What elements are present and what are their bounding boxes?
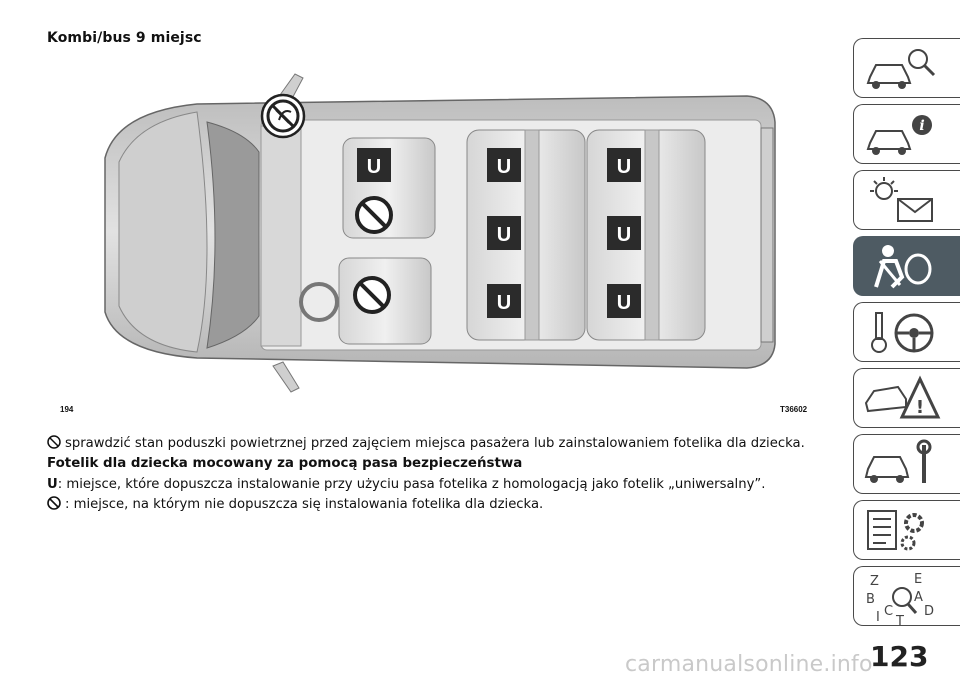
tab-car-search[interactable] — [853, 38, 960, 98]
specs-gear-icon — [862, 505, 942, 555]
svg-text:E: E — [914, 572, 923, 587]
section-heading: Kombi/bus 9 miejsc — [47, 30, 202, 46]
key-steering-wheel-icon — [862, 307, 942, 357]
seatbelt-airbag-icon — [862, 241, 942, 291]
subheading: Fotelik dla dziecka mocowany za pomocą pasa bezpieczeństwa — [47, 456, 523, 471]
tab-index[interactable] — [853, 566, 960, 626]
car-info-icon — [862, 109, 942, 159]
svg-text:!: ! — [915, 397, 925, 418]
right-mirror — [273, 362, 299, 392]
svg-text:U: U — [496, 156, 512, 178]
svg-text:U: U — [616, 292, 632, 314]
airbag-note — [47, 435, 805, 451]
figure-code: T36602 — [780, 405, 808, 414]
svg-text:U: U — [616, 224, 632, 246]
car-wrench-icon — [862, 439, 942, 489]
no-desc: : miejsce, na którym nie dopuszcza się instalowania fotelika dla dziecka. — [65, 497, 544, 512]
tab-specifications[interactable] — [853, 500, 960, 560]
dashboard — [261, 126, 301, 346]
hood — [119, 112, 207, 352]
car-search-icon — [862, 43, 942, 93]
car-crash-warning-icon — [862, 373, 942, 423]
tab-safety[interactable] — [853, 236, 960, 296]
tab-car-info[interactable] — [853, 104, 960, 164]
svg-text:U: U — [496, 224, 512, 246]
tab-starting[interactable] — [853, 302, 960, 362]
airbag-note-text: sprawdzić stan poduszki powietrznej przed zajęciem miejsca pasażera lub zainstalowaniem fotelika dla dziecka. — [65, 436, 805, 451]
universal-seat-description — [47, 477, 765, 492]
airbag-warning-badge — [262, 95, 304, 137]
rear-door — [761, 128, 773, 342]
svg-text:U: U — [366, 156, 382, 178]
svg-text:B: B — [866, 592, 875, 607]
prohibition-icon — [47, 496, 61, 510]
svg-text:D: D — [924, 604, 935, 619]
airbag-warning-icon — [47, 435, 61, 449]
u-label: U — [47, 477, 58, 492]
tab-emergency[interactable] — [853, 368, 960, 428]
svg-text:I: I — [876, 610, 880, 625]
alphabet-index-icon — [862, 571, 942, 625]
van-top-view-illustration — [47, 62, 819, 418]
warning-light-mail-icon — [862, 175, 942, 225]
tab-warnings[interactable] — [853, 170, 960, 230]
svg-text:T: T — [896, 614, 904, 625]
svg-text:C: C — [884, 604, 894, 619]
figure-number: 194 — [60, 405, 74, 414]
svg-text:U: U — [616, 156, 632, 178]
no-seat-description — [47, 496, 543, 512]
svg-text:U: U — [496, 292, 512, 314]
svg-text:Z: Z — [870, 574, 879, 589]
u-desc: : miejsce, które dopuszcza instalowanie przy użyciu pasa fotelika z homologacją jako fotelik „uniwersalny”. — [57, 477, 766, 492]
van-seat-diagram — [47, 62, 819, 418]
svg-text:i: i — [919, 118, 925, 134]
tab-maintenance[interactable] — [853, 434, 960, 494]
page-number: 123 — [870, 640, 929, 673]
svg-text:A: A — [914, 590, 923, 605]
watermark: carmanualsonline.info — [625, 652, 873, 677]
windshield — [207, 122, 259, 348]
